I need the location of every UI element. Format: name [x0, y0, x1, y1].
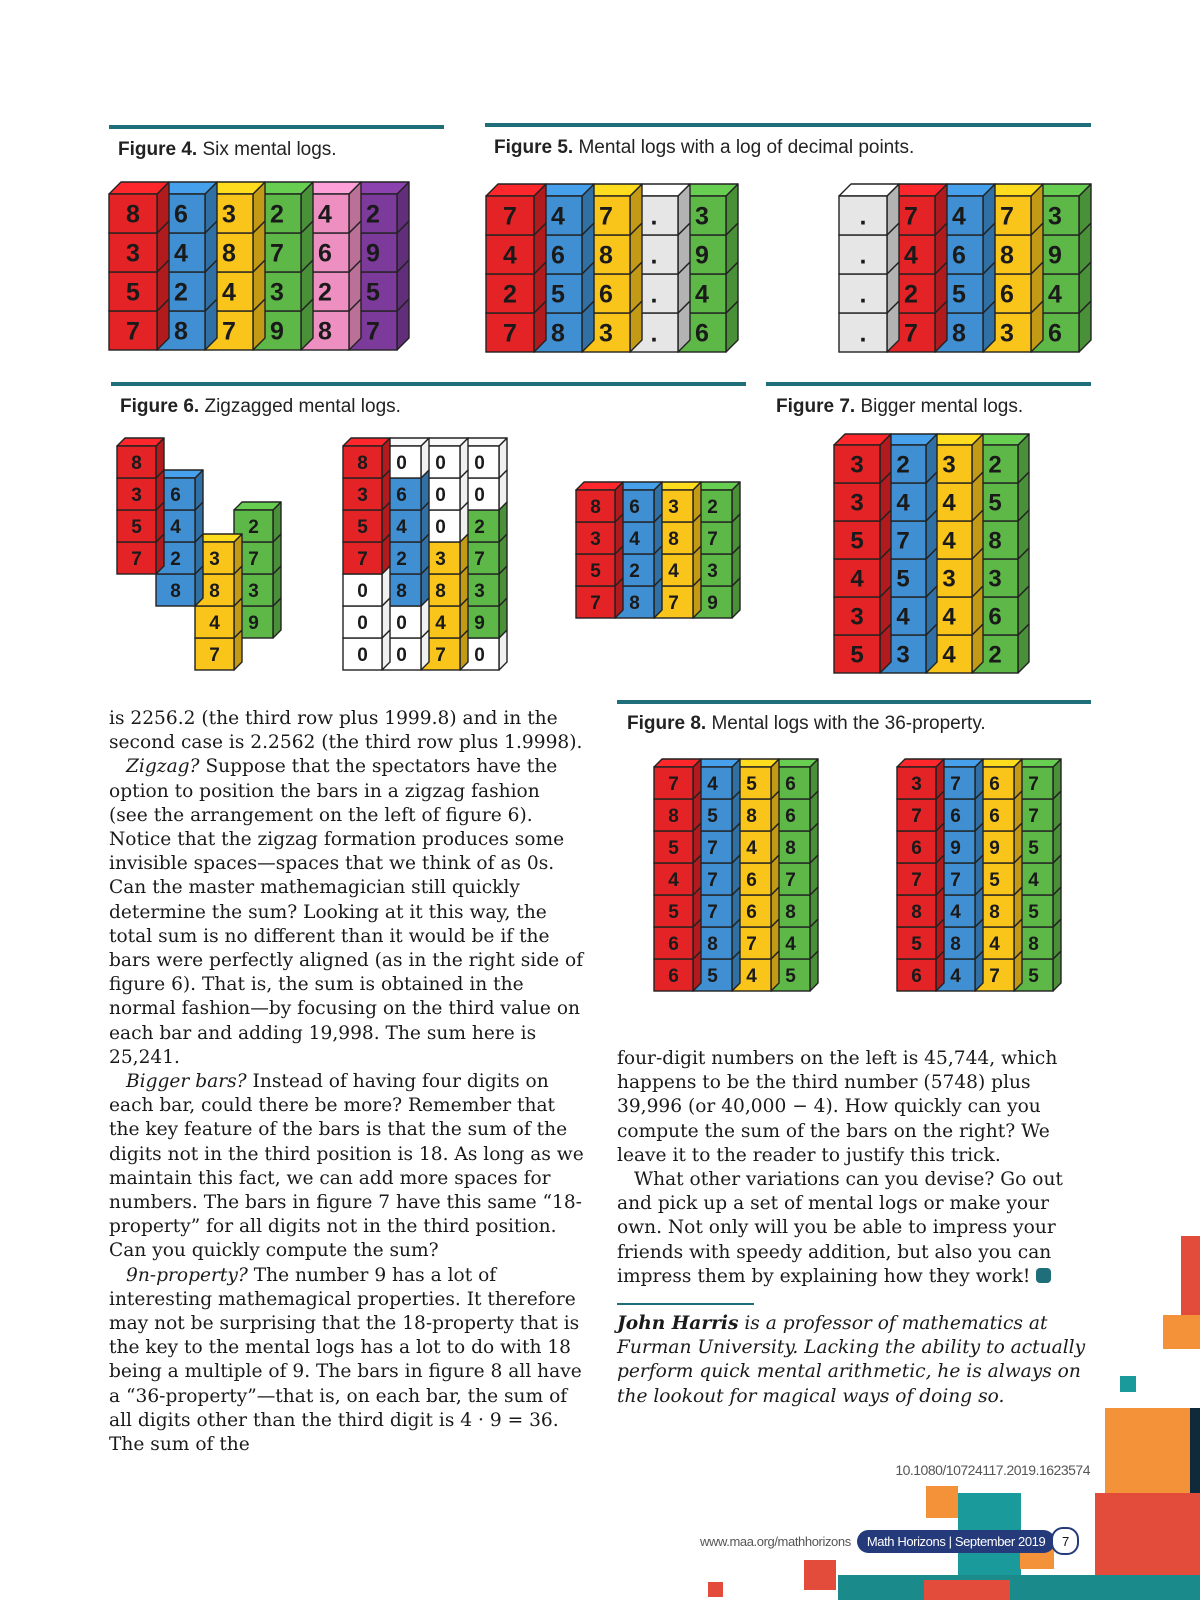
cube-digit: 8 — [126, 200, 140, 229]
cube-digit: 7 — [599, 202, 613, 231]
cube-digit: 5 — [668, 837, 679, 859]
cube-digit: 6 — [695, 319, 709, 348]
cube-digit: 2 — [170, 548, 181, 570]
cube-digit: 7 — [746, 933, 757, 955]
cube-digit: 0 — [474, 484, 485, 506]
cube-digit: 2 — [904, 280, 918, 309]
cube-digit: 7 — [503, 319, 517, 348]
doi: 10.1080/10724117.2019.1623574 — [895, 1462, 1090, 1478]
cube-digit: 4 — [695, 280, 709, 309]
cube-digit: 5 — [1028, 901, 1039, 923]
cube-digit: 3 — [248, 580, 259, 602]
cube-digit: 6 — [1048, 319, 1062, 348]
cube-digit: 7 — [209, 644, 220, 666]
cube-digit: 7 — [911, 805, 922, 827]
cube-digit: 0 — [357, 580, 368, 602]
cube-digit: 9 — [474, 612, 485, 634]
cube-digit: . — [650, 280, 658, 309]
cube-digit: 7 — [950, 869, 961, 891]
cube-digit: 7 — [366, 317, 380, 346]
cube-digit: 5 — [850, 527, 864, 555]
figure-4-caption: Figure 4. Six mental logs. — [118, 139, 337, 160]
cube-digit: 3 — [599, 319, 613, 348]
cube-digit: 7 — [590, 592, 601, 614]
cube-digit: 7 — [131, 548, 142, 570]
cube-digit: 7 — [950, 773, 961, 795]
cube-digit: 6 — [1000, 280, 1014, 309]
cube-digit: 4 — [952, 202, 966, 231]
cube-digit: 7 — [474, 548, 485, 570]
page-footer — [700, 1528, 1079, 1554]
cube-digit: 4 — [668, 560, 679, 582]
cube-digit: 8 — [174, 317, 188, 346]
cube-digit: 0 — [357, 644, 368, 666]
cube-digit: 3 — [435, 548, 446, 570]
figure-5-logs-left — [486, 184, 741, 364]
cube-digit: 7 — [270, 239, 284, 268]
cube-digit: 8 — [222, 239, 236, 268]
cube-digit: 6 — [396, 484, 407, 506]
cube-digit: 6 — [746, 869, 757, 891]
figure-6-padded-logs — [343, 438, 513, 688]
decor-square — [926, 1486, 958, 1518]
cube-digit: 3 — [707, 560, 718, 582]
cube-digit: 6 — [668, 965, 679, 987]
cube-digit: 8 — [989, 901, 1000, 923]
decor-square — [924, 1580, 1010, 1600]
cube-digit: 3 — [1048, 202, 1062, 231]
cube-digit: 6 — [950, 805, 961, 827]
cube-digit: 7 — [668, 773, 679, 795]
cube-digit: 8 — [746, 805, 757, 827]
cube-digit: . — [859, 241, 867, 270]
cube-digit: 5 — [707, 965, 718, 987]
cube-digit: 4 — [209, 612, 220, 634]
cube-digit: 7 — [707, 837, 718, 859]
cube-digit: 7 — [911, 869, 922, 891]
cube-digit: 4 — [942, 641, 956, 669]
cube-digit: 8 — [785, 901, 796, 923]
cube-digit: . — [859, 280, 867, 309]
figure-8-rule — [617, 700, 1091, 704]
cube-digit: 2 — [988, 641, 1002, 669]
cube-digit: 5 — [357, 516, 368, 538]
cube-digit: 7 — [1000, 202, 1014, 231]
cube-digit: 5 — [126, 278, 140, 307]
cube-digit: 0 — [474, 452, 485, 474]
cube-digit: 4 — [551, 202, 565, 231]
cube-digit: 7 — [989, 965, 1000, 987]
cube-digit: 3 — [590, 528, 601, 550]
cube-digit: 8 — [435, 580, 446, 602]
cube-top — [117, 438, 164, 446]
cube-digit: 6 — [989, 805, 1000, 827]
cube-digit: 6 — [952, 241, 966, 270]
cube-digit: 6 — [629, 496, 640, 518]
cube-digit: 3 — [357, 484, 368, 506]
cube-digit: 2 — [629, 560, 640, 582]
cube-digit: 8 — [950, 933, 961, 955]
cube-digit: 0 — [474, 644, 485, 666]
cube-top — [897, 759, 944, 767]
cube-digit: 9 — [695, 241, 709, 270]
cube-digit: 3 — [942, 565, 956, 593]
cube-digit: 8 — [551, 319, 565, 348]
figure-7-logs — [834, 434, 1044, 684]
cube-digit: 3 — [695, 202, 709, 231]
cube-digit: 8 — [1000, 241, 1014, 270]
cube-digit: 8 — [590, 496, 601, 518]
cube-digit: 8 — [707, 933, 718, 955]
cube-digit: 8 — [170, 580, 181, 602]
cube-digit: 7 — [707, 528, 718, 550]
cube-digit: 2 — [270, 200, 284, 229]
cube-digit: . — [650, 241, 658, 270]
cube-digit: 6 — [170, 484, 181, 506]
cube-digit: 4 — [707, 773, 718, 795]
figure-5-logs-right — [839, 184, 1094, 364]
figure-5-caption: Figure 5. Mental logs with a log of decimal points. — [494, 137, 915, 158]
paragraph: Bigger bars? Instead of having four digits on each bar, could there be more? Remember that the key feature of the bars is that the sum of the digits not in the third position is 18. As long as we maintain this fact, we can add more spaces for numbers. The bars in figure 7 have this same “18-property” for all digits not in the third position. Can you quickly compute the sum? — [109, 1071, 584, 1262]
cube-digit: 8 — [599, 241, 613, 270]
cube-digit: 6 — [318, 239, 332, 268]
cube-digit: 4 — [896, 489, 910, 517]
author-bio: John Harris is a professor of mathematics at Furman University. Lacking the ability to actually perform quick mental arithmetic, he is always on the lookout for magical ways of doing so. — [617, 1313, 1086, 1407]
cube-digit: 3 — [896, 641, 910, 669]
cube-digit: 7 — [435, 644, 446, 666]
cube-digit: 6 — [746, 901, 757, 923]
cube-digit: 8 — [131, 452, 142, 474]
left-column — [109, 707, 584, 1457]
cube-digit: 5 — [911, 933, 922, 955]
cube-digit: 8 — [629, 592, 640, 614]
paragraph: is 2256.2 (the third row plus 1999.8) and in the second case is 2.2562 (the third row plus 1.9998). — [109, 708, 583, 754]
cube-digit: 0 — [357, 612, 368, 634]
cube-digit: 7 — [503, 202, 517, 231]
cube-digit: 4 — [435, 612, 446, 634]
cube-digit: 5 — [989, 869, 1000, 891]
cube-digit: 3 — [131, 484, 142, 506]
cube-digit: 2 — [366, 200, 380, 229]
decor-square — [804, 1560, 836, 1590]
cube-digit: . — [859, 319, 867, 348]
cube-digit: 3 — [126, 239, 140, 268]
cube-digit: 3 — [850, 489, 864, 517]
cube-digit: 5 — [988, 489, 1002, 517]
figure-8-caption: Figure 8. Mental logs with the 36-property. — [627, 713, 986, 734]
cube-digit: 8 — [988, 527, 1002, 555]
cube-digit: 4 — [222, 278, 236, 307]
cube-top — [576, 482, 623, 490]
cube-digit: 6 — [785, 773, 796, 795]
cube-digit: 3 — [988, 565, 1002, 593]
cube-digit: 8 — [209, 580, 220, 602]
cube-digit: 4 — [1028, 869, 1039, 891]
cube-digit: 3 — [850, 603, 864, 631]
cube-digit: 8 — [1028, 933, 1039, 955]
cube-digit: 6 — [785, 805, 796, 827]
cube-digit: . — [859, 202, 867, 231]
cube-digit: 4 — [170, 516, 181, 538]
cube-digit: 9 — [248, 612, 259, 634]
figure-8-logs-left — [654, 759, 829, 1009]
cube-digit: 8 — [911, 901, 922, 923]
cube-digit: 5 — [707, 805, 718, 827]
figure-6-rule — [111, 382, 746, 386]
cube-top — [343, 438, 390, 446]
cube-digit: 5 — [952, 280, 966, 309]
cube-digit: 2 — [396, 548, 407, 570]
cube-digit: 3 — [474, 580, 485, 602]
figure-6-aligned-logs — [576, 482, 746, 632]
cube-digit: 8 — [952, 319, 966, 348]
cube-digit: 7 — [1028, 805, 1039, 827]
decor-square — [708, 1582, 723, 1597]
figure-8-logs-right — [897, 759, 1072, 1009]
cube-digit: 4 — [174, 239, 188, 268]
cube-digit: 3 — [1000, 319, 1014, 348]
figure-7-caption: Figure 7. Bigger mental logs. — [776, 396, 1024, 417]
bio-separator — [617, 1303, 754, 1305]
cube-digit: 4 — [1048, 280, 1062, 309]
cube-digit: 2 — [707, 496, 718, 518]
cube-digit: 5 — [850, 641, 864, 669]
cube-digit: 6 — [911, 965, 922, 987]
cube-digit: 4 — [942, 527, 956, 555]
cube-digit: 6 — [599, 280, 613, 309]
cube-digit: 8 — [396, 580, 407, 602]
cube-digit: 4 — [989, 933, 1000, 955]
cube-digit: 5 — [1028, 837, 1039, 859]
cube-digit: 7 — [896, 527, 910, 555]
cube-digit: 4 — [950, 901, 961, 923]
figure-5-rule — [485, 123, 1091, 127]
cube-digit: 7 — [904, 202, 918, 231]
decor-square — [1163, 1315, 1200, 1349]
cube-digit: 9 — [950, 837, 961, 859]
cube-digit: 7 — [707, 901, 718, 923]
cube-digit: 5 — [668, 901, 679, 923]
figure-4-rule — [109, 125, 444, 129]
cube-digit: 8 — [668, 528, 679, 550]
cube-digit: 2 — [896, 451, 910, 479]
cube-digit: 4 — [746, 837, 757, 859]
cube-digit: 8 — [785, 837, 796, 859]
cube-digit: 3 — [668, 496, 679, 518]
cube-digit: 9 — [707, 592, 718, 614]
cube-digit: 0 — [396, 612, 407, 634]
cube-top — [654, 759, 701, 767]
cube-digit: 7 — [357, 548, 368, 570]
cube-digit: 2 — [248, 516, 259, 538]
cube-digit: 4 — [942, 489, 956, 517]
cube-digit: 7 — [222, 317, 236, 346]
footer-url[interactable]: www.maa.org/mathhorizons — [700, 1533, 851, 1549]
cube-digit: 2 — [174, 278, 188, 307]
cube-digit: 6 — [668, 933, 679, 955]
cube-digit: 8 — [357, 452, 368, 474]
cube-digit: 0 — [435, 452, 446, 474]
cube-digit: 7 — [1028, 773, 1039, 795]
cube-digit: . — [650, 202, 658, 231]
cube-digit: 9 — [366, 239, 380, 268]
cube-top — [234, 502, 281, 510]
cube-digit: 8 — [318, 317, 332, 346]
cube-digit: 4 — [396, 516, 407, 538]
cube-digit: 7 — [126, 317, 140, 346]
cube-digit: 6 — [989, 773, 1000, 795]
page-number: 7 — [1051, 1527, 1079, 1555]
cube-digit: 0 — [396, 452, 407, 474]
cube-digit: 4 — [850, 565, 864, 593]
cube-digit: 2 — [318, 278, 332, 307]
decor-square — [838, 1575, 1200, 1600]
figure-6-zigzag-logs — [117, 438, 287, 688]
cube-digit: 2 — [988, 451, 1002, 479]
paragraph: What other variations can you devise? Go out and pick up a set of mental logs or make your own. Not only will you be able to impress your friends with speedy addition, but also you can impress them by explaining how they work! — [617, 1169, 1063, 1287]
paragraph: 9n-property? The number 9 has a lot of interesting mathemagical properties. It therefore may not be surprising that the 18-property that is the key to the mental logs has a lot to do with 18 being a multiple of 9. The bars in figure 8 all have a “36-property”—that is, on each bar, the sum of all digits other than the third digit is 4 · 9 = 36. The sum of the — [109, 1264, 582, 1456]
cube-digit: 6 — [174, 200, 188, 229]
cube-digit: 7 — [248, 548, 259, 570]
cube-digit: 4 — [503, 241, 517, 270]
cube-digit: 4 — [942, 603, 956, 631]
cube-digit: 4 — [318, 200, 332, 229]
cube-digit: 5 — [896, 565, 910, 593]
figure-4-logs — [109, 182, 414, 362]
cube-digit: 3 — [911, 773, 922, 795]
cube-digit: 2 — [474, 516, 485, 538]
cube-digit: 4 — [746, 965, 757, 987]
cube-digit: 5 — [746, 773, 757, 795]
cube-digit: 8 — [668, 805, 679, 827]
figure-6-caption: Figure 6. Zigzagged mental logs. — [120, 396, 401, 417]
cube-digit: 9 — [989, 837, 1000, 859]
cube-digit: 5 — [551, 280, 565, 309]
paragraph: four-digit numbers on the left is 45,744, which happens to be the third number (5748) plus 39,996 (or 40,000 − 4). How quickly can you compute the sum of the bars on the right? We leave it to the reader to justify this trick. — [617, 1048, 1058, 1166]
cube-digit: 4 — [668, 869, 679, 891]
cube-digit: 4 — [785, 933, 796, 955]
cube-digit: 3 — [209, 548, 220, 570]
cube-digit: 4 — [896, 603, 910, 631]
cube-digit: 5 — [590, 560, 601, 582]
cube-digit: 4 — [629, 528, 640, 550]
cube-digit: 6 — [988, 603, 1002, 631]
cube-digit: 5 — [131, 516, 142, 538]
cube-digit: 7 — [707, 869, 718, 891]
cube-digit: 7 — [904, 319, 918, 348]
cube-digit: 4 — [904, 241, 918, 270]
right-column — [617, 1047, 1089, 1289]
cube-digit: . — [650, 319, 658, 348]
cube-digit: 3 — [942, 451, 956, 479]
cube-digit: 2 — [503, 280, 517, 309]
end-mark-icon — [1036, 1268, 1051, 1283]
cube-digit: 9 — [270, 317, 284, 346]
decor-square — [1120, 1376, 1136, 1392]
cube-digit: 4 — [950, 965, 961, 987]
cube-digit: 7 — [668, 592, 679, 614]
cube-digit: 0 — [396, 644, 407, 666]
cube-digit: 5 — [1028, 965, 1039, 987]
cube-digit: 0 — [435, 484, 446, 506]
cube-top — [834, 434, 891, 445]
cube-digit: 3 — [270, 278, 284, 307]
cube-digit: 5 — [366, 278, 380, 307]
cube-digit: 6 — [911, 837, 922, 859]
cube-digit: 5 — [785, 965, 796, 987]
cube-digit: 3 — [850, 451, 864, 479]
figure-7-rule — [766, 382, 1091, 386]
footer-journal: Math Horizons | September 2019 — [857, 1530, 1056, 1553]
cube-digit: 7 — [785, 869, 796, 891]
cube-digit: 0 — [435, 516, 446, 538]
cube-digit: 3 — [222, 200, 236, 229]
cube-digit: 9 — [1048, 241, 1062, 270]
cube-digit: 6 — [551, 241, 565, 270]
paragraph: Zigzag? Suppose that the spectators have the option to position the bars in a zigzag fashion (see the arrangement on the left of figure 6). Notice that the zigzag formation produces some invisible spaces—spaces that we think of as 0s. Can the master mathemagician still quickly determine the sum? Looking at it this way, the total sum is no different than it would be if the bars were perfectly aligned (as in the right side of figure 6). That is, the sum is obtained in the normal fashion—by focusing on the third value on each bar and adding 19,998. The sum here is 25,241. — [109, 756, 584, 1068]
